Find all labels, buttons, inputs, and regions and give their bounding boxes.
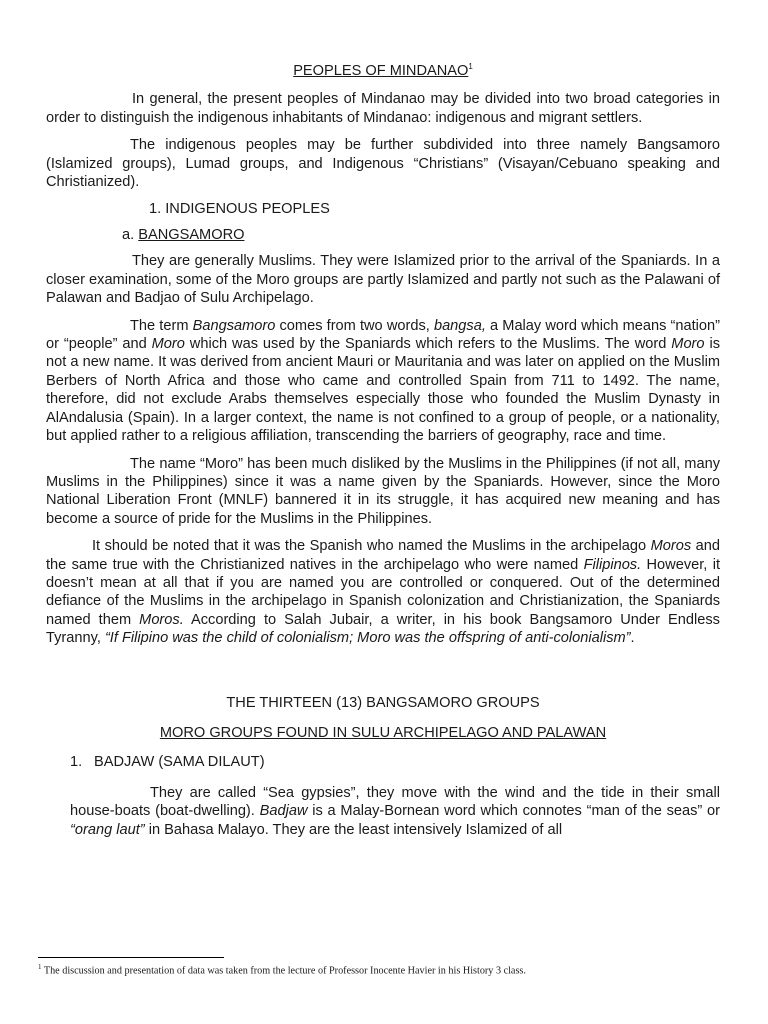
- footnote-divider: [38, 957, 224, 958]
- paragraph-name-moro: The name “Moro” has been much disliked by the Muslims in the Philippines (if not all, many Muslims in the Philippines) since it was a name given by the Spaniards. However, since the Moro National Liberation Front (MNLF) bannered it in its struggle, it has acquired new meaning and has become a source of pride for the Muslims in the Philippines.: [46, 455, 720, 527]
- intro-paragraph-2: The indigenous peoples may be further subdivided into three namely Bangsamoro (Islamized groups), Lumad groups, and Indigenous “Christians” (Visayan/Cebuano speaking and Christianized).: [46, 137, 720, 191]
- text-run: in Bahasa Malayo. They are the least intensively Islamized of all: [144, 821, 563, 838]
- text-run: However, it doesn’t mean at all that if you are named you are controlled or conquered. Out of the determined defiance of the Muslims in the archipelago in Spanish colonization and Christianization, the Spaniards named them: [46, 556, 720, 628]
- text-run: which was used by the Spaniards which refers to the Muslims. The word: [184, 336, 672, 353]
- italic-run: Badjaw: [259, 803, 308, 820]
- italic-run: Moro: [671, 336, 705, 353]
- quote-run: “If Filipino was the child of colonialism; Moro was the offspring of anti-colonialism”: [104, 630, 631, 647]
- italic-run: Moro: [151, 336, 185, 353]
- italic-run: Bangsamoro: [192, 317, 276, 334]
- italic-run: Moros: [650, 538, 692, 555]
- footnote-mark: 1: [38, 963, 42, 971]
- spacer: [46, 657, 720, 694]
- text-run: comes from two words,: [275, 317, 434, 334]
- text-run: .: [630, 630, 635, 647]
- subsection-title: BANGSAMORO: [138, 227, 245, 244]
- paragraph-spanish-naming: [46, 537, 720, 647]
- list-item-body: [46, 784, 720, 839]
- italic-run: “orang laut”: [70, 821, 145, 838]
- text-run: is not a new name. It was derived from ancient Mauri or Mauritania and was later on applied on the Muslim Berbers of North Africa and those who came and controlled Spain from 711 to 1492. The name, therefore, did not exclude Arabs themselves especially those who founded the Muslim Dynasty in AlAndalusia (Spain). In a larger context, the name is not confined to a group of people, or a nationality, but applied rather to a religious affiliation, transcending the barriers of geography, race and time.: [46, 336, 720, 445]
- text-run: and the same true with the Christianized natives in the archipelago who were named: [46, 538, 720, 573]
- text-run: They are called “Sea gypsies”, they move with the wind and the tide in their small house-boats (boat-dwelling).: [70, 784, 720, 820]
- footnote-text: The discussion and presentation of data was taken from the lecture of Professor Inocente Havier in his History 3 class.: [41, 965, 526, 977]
- subsection-heading-bangsamoro: [46, 226, 720, 252]
- intro-paragraph-1: In general, the present peoples of Mindanao may be divided into two broad categories in order to distinguish the indigenous inhabitants of Mindanao: indigenous and migrant settlers.: [46, 91, 720, 126]
- paragraph-muslims: They are generally Muslims. They were Islamized prior to the arrival of the Spaniards. In a closer examination, some of the Moro groups are partly Islamized and partly not such as the Palawani of Palawan and Badjao of Sulu Archipelago.: [46, 253, 720, 307]
- text-run: is a Malay-Bornean word which connotes “man of the seas” or: [307, 803, 721, 820]
- page-title: [46, 62, 720, 80]
- list-number: 1.: [70, 754, 83, 771]
- text-run: It should be noted that it was the Spanish who named the Muslims in the archipelago: [92, 538, 651, 555]
- list-item-badjaw: [46, 753, 720, 771]
- footnote: [38, 963, 526, 976]
- heading-sulu-palawan: [46, 724, 720, 742]
- document-page: [46, 62, 720, 848]
- text-run: a Malay word which means “nation” or “people” and: [46, 317, 721, 353]
- italic-run: Filipinos.: [583, 556, 642, 573]
- italic-run: Moros.: [139, 611, 184, 628]
- italic-run: bangsa,: [433, 317, 486, 334]
- subsection-prefix: a.: [122, 227, 139, 244]
- title-footnote-mark: 1: [468, 62, 473, 72]
- text-run: The term: [130, 317, 193, 334]
- paragraph-badjaw: [70, 784, 720, 839]
- list-item-title: BADJAW (SAMA DILAUT): [94, 754, 265, 771]
- paragraph-term-bangsamoro: [46, 317, 720, 446]
- heading-sulu-palawan-text: MORO GROUPS FOUND IN SULU ARCHIPELAGO AND PALAWAN: [159, 724, 607, 741]
- heading-thirteen-groups: THE THIRTEEN (13) BANGSAMORO GROUPS: [226, 694, 540, 711]
- title-text: PEOPLES OF MINDANAO: [293, 63, 469, 79]
- section-heading-indigenous-peoples: 1. INDIGENOUS PEOPLES: [149, 201, 330, 218]
- text-run: According to Salah Jubair, a writer, in his book Bangsamoro Under Endless Tyranny,: [46, 611, 720, 647]
